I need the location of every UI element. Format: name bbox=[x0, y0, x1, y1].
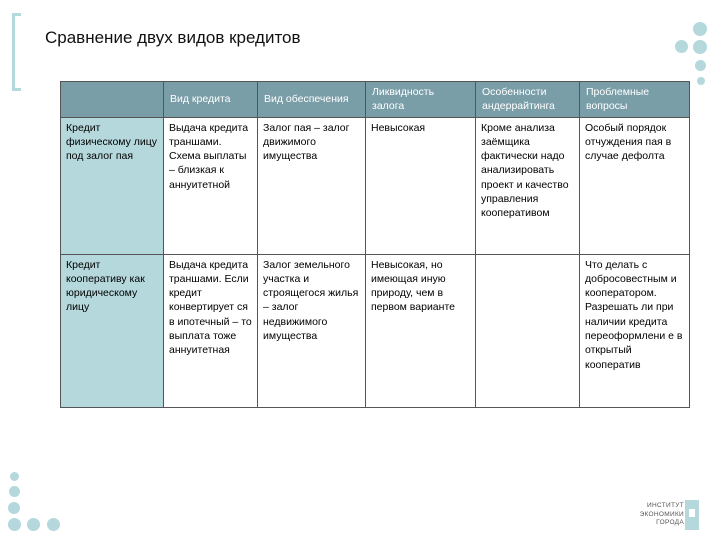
slide-title: Сравнение двух видов кредитов bbox=[45, 28, 301, 47]
table-header-row bbox=[61, 82, 690, 118]
decor-dot bbox=[697, 77, 705, 85]
table-cell: Что делать с добросовестным и кооператором. Разрешать ли при наличии кредита переоформлени е в открытый кооператив bbox=[580, 254, 690, 407]
decor-dot bbox=[695, 60, 706, 71]
table-cell: Особый порядок отчуждения пая в случае дефолта bbox=[580, 117, 690, 254]
row-label: Кредит кооперативу как юридическому лицу bbox=[61, 254, 164, 407]
institute-logo-text bbox=[620, 502, 684, 528]
table-cell: Кроме анализа заёмщика фактически надо анализировать проект и качество управления кооперативом bbox=[476, 117, 580, 254]
table-cell: Невысокая bbox=[366, 117, 476, 254]
row-label: Кредит физическому лицу под залог пая bbox=[61, 117, 164, 254]
table-row bbox=[61, 254, 690, 407]
header-cell-problems: Проблемные вопросы bbox=[580, 82, 690, 118]
header-cell-empty bbox=[61, 82, 164, 118]
decor-dot bbox=[10, 472, 19, 481]
institute-logo-icon bbox=[685, 500, 699, 530]
header-cell-underwriting: Особенности андеррайтинга bbox=[476, 82, 580, 118]
comparison-table bbox=[60, 81, 690, 408]
header-cell-collateral-type: Вид обеспечения bbox=[258, 82, 366, 118]
decor-dot bbox=[693, 22, 707, 36]
decor-dot bbox=[27, 518, 40, 531]
decor-dot bbox=[8, 518, 21, 531]
decor-dot bbox=[8, 502, 20, 514]
logo-line: ЭКОНОМИКИ bbox=[639, 510, 684, 518]
left-bracket-decoration bbox=[12, 13, 21, 91]
table-cell: Выдача кредита траншами. Если кредит конвертирует ся в ипотечный – то выплата тоже аннуитетная bbox=[164, 254, 258, 407]
table-cell: Выдача кредита траншами. Схема выплаты – близкая к аннуитетной bbox=[164, 117, 258, 254]
table-cell bbox=[476, 254, 580, 407]
decor-dot bbox=[675, 40, 688, 53]
table-row bbox=[61, 117, 690, 254]
table-cell: Залог пая – залог движимого имущества bbox=[258, 117, 366, 254]
decor-dot bbox=[47, 518, 60, 531]
table-cell: Залог земельного участка и строящегося жилья – залог недвижимого имущества bbox=[258, 254, 366, 407]
header-cell-liquidity: Ликвидность залога bbox=[366, 82, 476, 118]
decor-dot bbox=[693, 40, 707, 54]
decor-dot bbox=[9, 486, 20, 497]
table-cell: Невысокая, но имеющая иную природу, чем в первом варианте bbox=[366, 254, 476, 407]
logo-line: ИНСТИТУТ bbox=[647, 502, 684, 509]
logo-line: ГОРОДА bbox=[656, 519, 684, 526]
header-cell-credit-type: Вид кредита bbox=[164, 82, 258, 118]
